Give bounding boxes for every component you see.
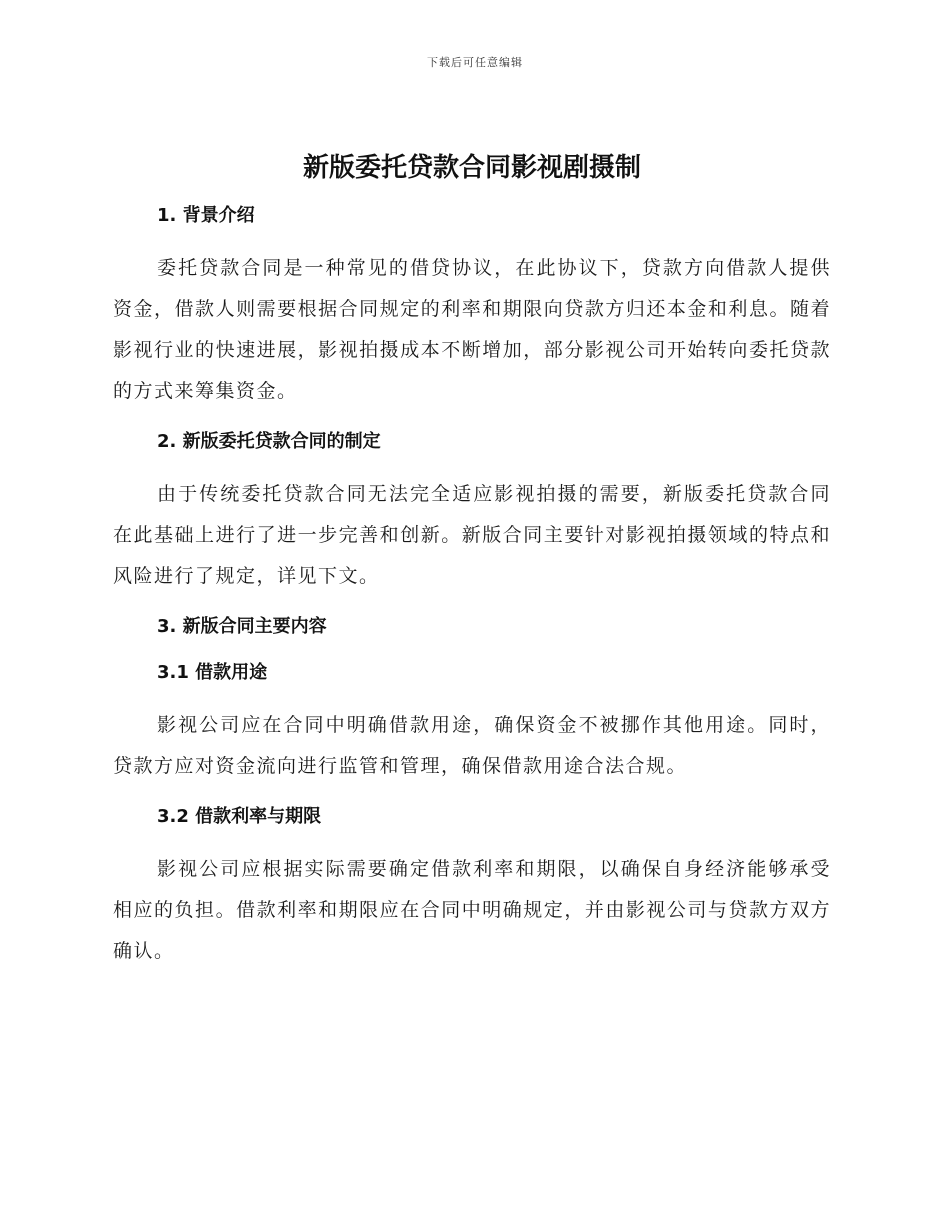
section-heading-background: 1. 背景介绍	[157, 205, 255, 226]
section-paragraph-new-contract: 由于传统委托贷款合同无法完全适应影视拍摄的需要，新版委托贷款合同在此基础上进行了进一步完善和创新。新版合同主要针对影视拍摄领域的特点和风险进行了规定，详见下文。	[113, 483, 831, 587]
document-body	[113, 148, 831, 988]
section-heading-loan-purpose: 3.1 借款用途	[157, 662, 268, 683]
section-heading-new-contract: 2. 新版委托贷款合同的制定	[157, 431, 381, 452]
section-heading-rate-term: 3.2 借款利率与期限	[157, 806, 322, 827]
section-paragraph-rate-term: 影视公司应根据实际需要确定借款利率和期限，以确保自身经济能够承受相应的负担。借款利率和期限应在合同中明确规定，并由影视公司与贷款方双方确认。	[113, 858, 831, 962]
header-note: 下载后可任意编辑	[427, 56, 523, 69]
document-title: 新版委托贷款合同影视剧摄制	[302, 153, 641, 183]
section-paragraph-loan-purpose: 影视公司应在合同中明确借款用途，确保资金不被挪作其他用途。同时，贷款方应对资金流向进行监管和管理，确保借款用途合法合规。	[113, 714, 831, 777]
section-paragraph-background: 委托贷款合同是一种常见的借贷协议，在此协议下，贷款方向借款人提供资金，借款人则需要根据合同规定的利率和期限向贷款方归还本金和利息。随着影视行业的快速进展，影视拍摄成本不断增加，部分影视公司开始转向委托贷款的方式来筹集资金。	[113, 257, 831, 402]
section-heading-main-content: 3. 新版合同主要内容	[157, 616, 327, 637]
